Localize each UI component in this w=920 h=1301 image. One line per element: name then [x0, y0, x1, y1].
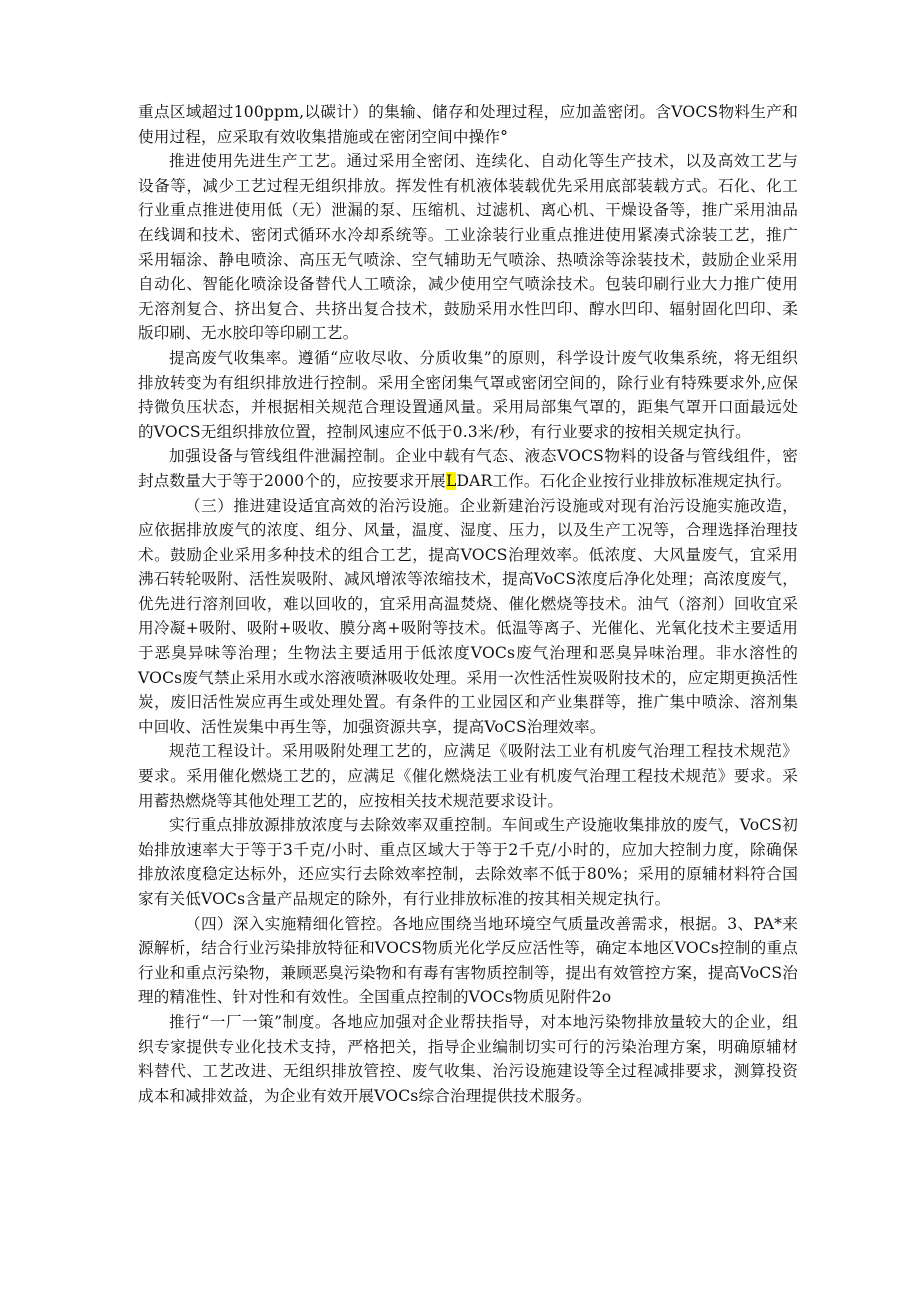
- paragraph-8: （四）深入实施精细化管控。各地应围绕当地环境空气质量改善需求，根据。3、PA*来源解析，结合行业污染排放特征和VOCS物质光化学反应活性等，确定本地区VOCs控制的重点行业和重点污染物，兼顾恶臭污染物和有毒有害物质控制等，提出有效管控方案，提高VoCS治理的精准性、针对性和有效性。全国重点控制的VOCs物质见附件2o: [138, 914, 798, 1007]
- paragraph-6: 规范工程设计。采用吸附处理工艺的，应满足《吸附法工业有机废气治理工程技术规范》要求。采用催化燃烧工艺的，应满足《催化燃烧法工业有机废气治理工程技术规范》要求。采用蓄热燃烧等其他处理工艺的，应按相关技术规范要求设计。: [138, 742, 798, 810]
- paragraph-3: 提高废气收集率。遵循“应收尽收、分质收集”的原则，科学设计废气收集系统，将无组织排放转变为有组织排放进行控制。采用全密闭集气罩或密闭空间的，除行业有特殊要求外,应保持微负压状态，并根据相关规范合理设置通风量。采用局部集气罩的，距集气罩开口面最远处的VOCS无组织排放位置，控制风速应不低于0.3米/秒，有行业要求的按相关规定执行。: [138, 348, 798, 441]
- paragraph-4-text-a: 加强设备与管线组件泄漏控制。企业中载有气态、液态VOCS物料的设备与管线组件，密封点数量大于等于2000个的，应按要求开展: [138, 447, 798, 490]
- paragraph-1: 重点区域超过100ppm,以碳计）的集输、储存和处理过程，应加盖密闭。含VOCS物料生产和使用过程，应采取有效收集措施或在密闭空间中操作°: [138, 103, 798, 146]
- paragraph-2: 推进使用先进生产工艺。通过采用全密闭、连续化、自动化等生产技术，以及高效工艺与设备等，减少工艺过程无组织排放。挥发性有机液体装载优先采用底部装载方式。石化、化工行业重点推进使用低（无）泄漏的泵、压缩机、过滤机、离心机、干燥设备等，推广采用油品在线调和技术、密闭式循环水冷却系统等。工业涂装行业重点推进使用紧凑式涂装工艺，推广采用辐涂、静电喷涂、高压无气喷涂、空气辅助无气喷涂、热喷涂等涂装技术，鼓励企业采用自动化、智能化喷涂设备替代人工喷涂，减少使用空气喷涂技术。包装印刷行业大力推广使用无溶剂复合、挤出复合、共挤出复合技术，鼓励采用水性凹印、醇水凹印、辐射固化凹印、柔版印刷、无水胶印等印刷工艺。: [138, 152, 798, 343]
- paragraph-4-text-b: DAR工作。石化企业按行业排放标准规定执行。: [456, 471, 792, 490]
- paragraph-5: （三）推进建设适宜高效的治污设施。企业新建治污设施或对现有治污设施实施改造，应依据排放废气的浓度、组分、风量，温度、湿度、压力，以及生产工况等，合理选择治理技术。鼓励企业采用多种技术的组合工艺，提高VOCS治理效率。低浓度、大风量废气，宜采用沸石转轮吸附、活性炭吸附、减风增浓等浓缩技术，提高VoCS浓度后净化处理；高浓度废气，优先进行溶剂回收，难以回收的，宜采用高温焚烧、催化燃烧等技术。油气（溶剂）回收宜采用冷凝+吸附、吸附+吸收、膜分离+吸附等技术。低温等离子、光催化、光氧化技术主要适用于恶臭异味等治理；生物法主要适用于低浓度VOCs废气治理和恶臭异味治理。非水溶性的VOCs废气禁止采用水或水溶液喷淋吸收处理。采用一次性活性炭吸附技术的，应定期更换活性炭，废旧活性炭应再生或处理处置。有条件的工业园区和产业集群等，推广集中喷涂、溶剂集中回收、活性炭集中再生等，加强资源共享，提高VoCS治理效率。: [138, 496, 798, 736]
- document-body: [138, 100, 798, 1108]
- highlighted-text: L: [445, 471, 457, 490]
- paragraph-7: 实行重点排放源排放浓度与去除效率双重控制。车间或生产设施收集排放的废气，VoCS初始排放速率大于等于3千克/小时、重点区域大于等于2千克/小时的，应加大控制力度，除确保排放浓度稳定达标外，还应实行去除效率控制，去除效率不低于80%；采用的原辅材料符合国家有关低VOCs含量产品规定的除外，有行业排放标准的按其相关规定执行。: [138, 816, 798, 908]
- paragraph-4: [138, 444, 798, 493]
- paragraph-9: 推行“一厂一策”制度。各地应加强对企业帮扶指导，对本地污染物排放量较大的企业，组织专家提供专业化技术支持，严格把关，指导企业编制切实可行的污染治理方案，明确原辅材料替代、工艺改进、无组织排放管控、废气收集、治污设施建设等全过程减排要求，测算投资成本和减排效益，为企业有效开展VOCs综合治理提供技术服务。: [138, 1012, 798, 1105]
